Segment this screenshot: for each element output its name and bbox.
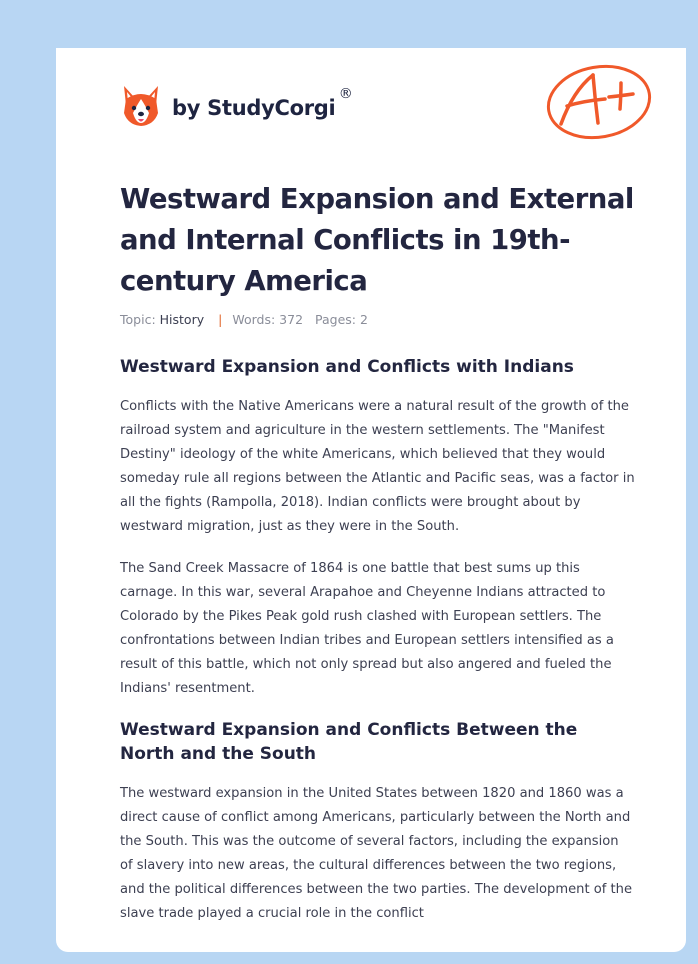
brand-name-text: by StudyCorgi bbox=[172, 96, 336, 120]
words-count: 372 bbox=[279, 312, 304, 327]
corgi-icon bbox=[120, 83, 162, 129]
document-header bbox=[120, 76, 650, 146]
topic-label: Topic: bbox=[120, 312, 156, 327]
meta-separator: | bbox=[218, 312, 223, 327]
brand-name bbox=[172, 86, 353, 120]
body-paragraph: Conflicts with the Native Americans were a natural result of the growth of the railroad system and agriculture in the western settlements. The "Manifest Destiny" ideology of the white Americans, which believed that they would someday rule all regions between the Atlantic and Pacific seas, was a factor in all the fights (Rampolla, 2018). Indian conflicts were brought about by westward migration, just as they were in the South. bbox=[120, 399, 635, 534]
document-page bbox=[56, 48, 686, 952]
document-meta bbox=[120, 311, 635, 329]
section-heading: Westward Expansion and Conflicts with Indians bbox=[120, 357, 574, 377]
topic-link[interactable]: History bbox=[159, 312, 205, 327]
document-content bbox=[120, 179, 635, 926]
pages-count: 2 bbox=[360, 312, 368, 327]
pages-label: Pages: bbox=[315, 312, 357, 327]
studycorgi-logo[interactable] bbox=[120, 76, 353, 136]
a-plus-icon bbox=[543, 61, 655, 147]
document-title: Westward Expansion and External and Internal Conflicts in 19th-century America bbox=[120, 183, 634, 297]
body-paragraph: The westward expansion in the United States between 1820 and 1860 was a direct cause of conflict among Americans, particularly between the North and the South. This was the outcome of several factors, including the expansion of slavery into new areas, the cultural differences between the two regions, and the political differences between the two parties. The development of the slave trade played a crucial role in the conflict bbox=[120, 786, 633, 921]
registered-mark: ® bbox=[338, 86, 353, 102]
body-paragraph: The Sand Creek Massacre of 1864 is one battle that best sums up this carnage. In this war, several Arapahoe and Cheyenne Indians attracted to Colorado by the Pikes Peak gold rush clashed with European settlers. The confrontations between Indian tribes and European settlers intensified as a result of this battle, which not only spread but also angered and fueled the Indians' resentment. bbox=[120, 561, 614, 696]
words-label: Words: bbox=[232, 312, 276, 327]
section-heading: Westward Expansion and Conflicts Between the North and the South bbox=[120, 720, 578, 764]
